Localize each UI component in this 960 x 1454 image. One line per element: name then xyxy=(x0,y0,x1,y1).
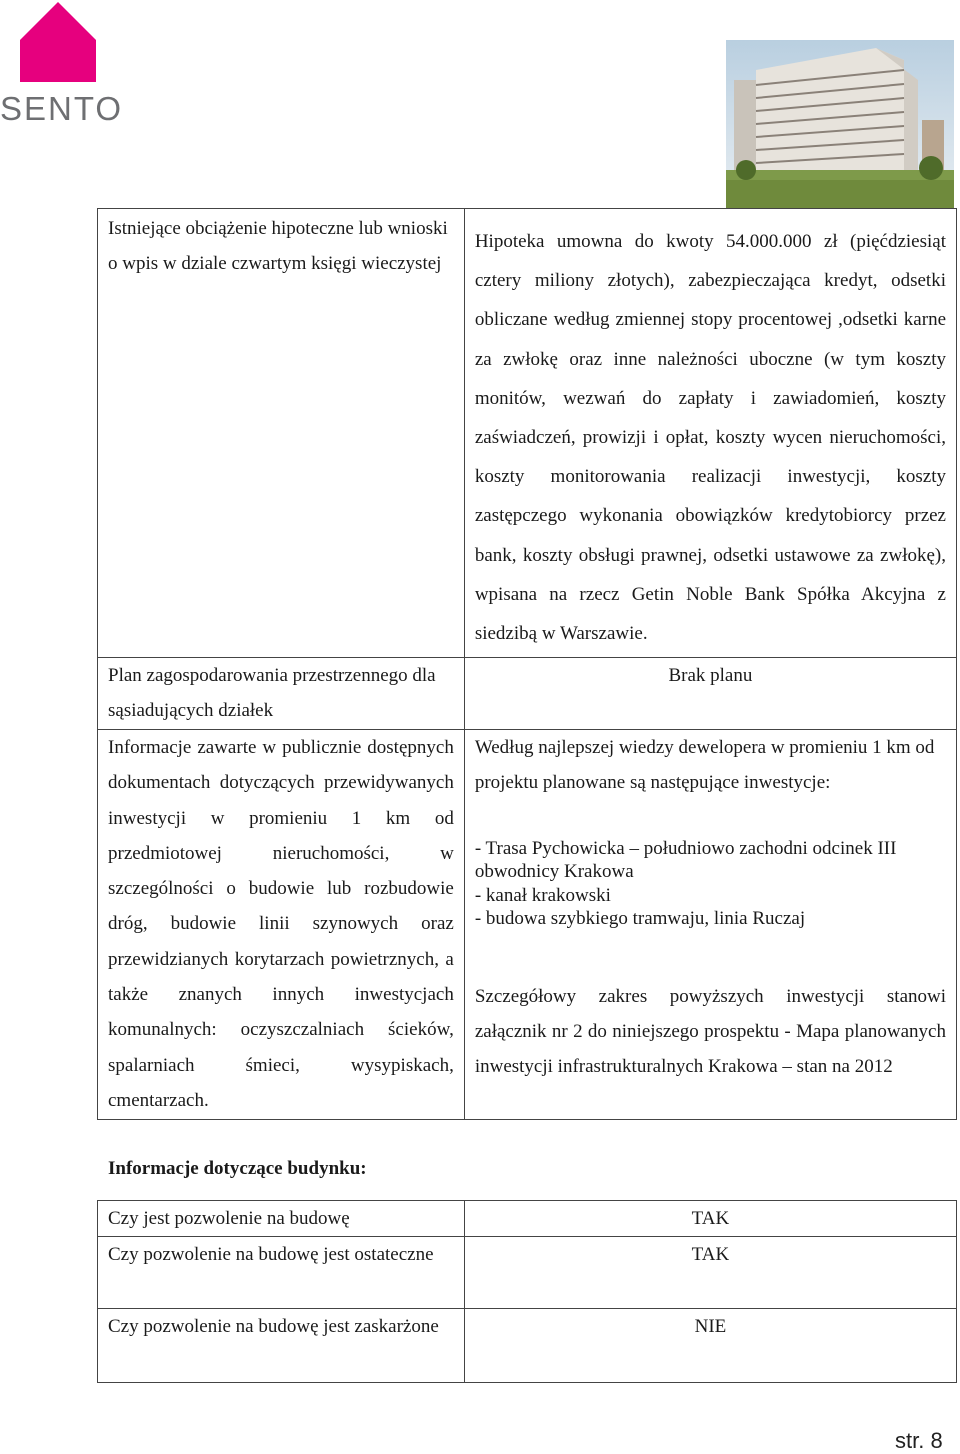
label-cell xyxy=(98,209,465,658)
investments-list xyxy=(475,837,946,931)
investments-intro: Według najlepszej wiedzy dewelopera w promieniu 1 km od projektu planowane są następujące inwestycje: xyxy=(474,737,935,794)
value-cell xyxy=(464,1309,956,1383)
property-info-table xyxy=(97,208,957,1120)
page-number: str. 8 xyxy=(895,1428,943,1453)
building-render-icon xyxy=(726,40,954,208)
label-cell xyxy=(98,730,465,1120)
label-cell xyxy=(98,1201,465,1237)
label-cell xyxy=(98,1237,465,1309)
table-row xyxy=(98,730,957,1120)
list-item: - kanał krakowski xyxy=(474,884,611,906)
row-label: Czy jest pozwolenie na budowę xyxy=(108,1208,350,1229)
plan-status: Brak planu xyxy=(668,665,753,686)
value-cell xyxy=(464,658,956,730)
value-cell xyxy=(464,1237,956,1309)
row-value: TAK xyxy=(691,1244,730,1266)
row-label: Czy pozwolenie na budowę jest zaskarżone xyxy=(108,1316,439,1338)
table-row xyxy=(98,1237,957,1309)
row-label: Plan zagospodarowania przestrzennego dla sąsiadujących działek xyxy=(108,665,436,722)
section-title: Informacje dotyczące budynku: xyxy=(108,1158,367,1179)
row-label: Informacje zawarte w publicznie dostępnych dokumentach dotyczących przewidywanych inwestycji w promieniu 1 km od przedmiotowej nieruchomości, w szczególności o budowie lub rozbudowie dróg, budowie linii szynowych oraz przewidzianych korytarzach powietrznych, a także znanych innych inwestycjach komunalnych: oczyszczalniach ścieków, spalarniach śmieci, wysypiskach, cmentarzach. xyxy=(108,737,454,1111)
house-icon xyxy=(20,2,96,82)
table-row xyxy=(98,209,957,658)
row-value: TAK xyxy=(691,1208,730,1229)
building-info-table xyxy=(97,1200,957,1383)
list-item: - budowa szybkiego tramwaju, linia Ruczaj xyxy=(474,908,806,930)
row-label: Istniejące obciążenie hipoteczne lub wnioski o wpis w dziale czwartym księgi wieczystej xyxy=(108,218,448,275)
label-cell xyxy=(98,658,465,730)
table-row xyxy=(98,658,957,730)
value-cell xyxy=(464,209,956,658)
label-cell xyxy=(98,1309,465,1383)
brand-name: SENTO xyxy=(0,90,124,127)
value-cell xyxy=(464,730,956,1120)
list-item: - Trasa Pychowicka – południowo zachodni odcinek III obwodnicy Krakowa xyxy=(474,837,897,883)
row-value: NIE xyxy=(694,1316,727,1338)
table-row xyxy=(98,1201,957,1237)
row-label: Czy pozwolenie na budowę jest ostateczne xyxy=(108,1244,434,1266)
sento-logo xyxy=(0,0,130,130)
investments-outro: Szczegółowy zakres powyższych inwestycji stanowi załącznik nr 2 do niniejszego prospektu - Mapa planowanych inwestycji infrastrukturalnych Krakowa – stan na 2012 xyxy=(474,985,946,1078)
table-row xyxy=(98,1309,957,1383)
value-cell xyxy=(464,1201,956,1237)
mortgage-text: Hipoteka umowna do kwoty 54.000.000 zł (pięćdziesiąt cztery miliony złotych), zabezpieczająca kredyt, odsetki obliczane według zmiennej stopy procentowej ,odsetki karne za zwłokę oraz inne należności uboczne (w tym koszty monitów, wezwań do zapłaty i zawiadomień, koszty zaświadczeń, prowizji i opłat, koszty wycen nieruchomości, koszty monitorowania realizacji inwestycji, koszty zastępczego wykonania obowiązków kredytobiorcy przez bank, koszty obsługi prawnej, odsetki ustawowe za zwłokę), wpisana na rzecz Getin Noble Bank Spółka Akcyjna z siedzibą w Warszawie. xyxy=(474,231,946,645)
